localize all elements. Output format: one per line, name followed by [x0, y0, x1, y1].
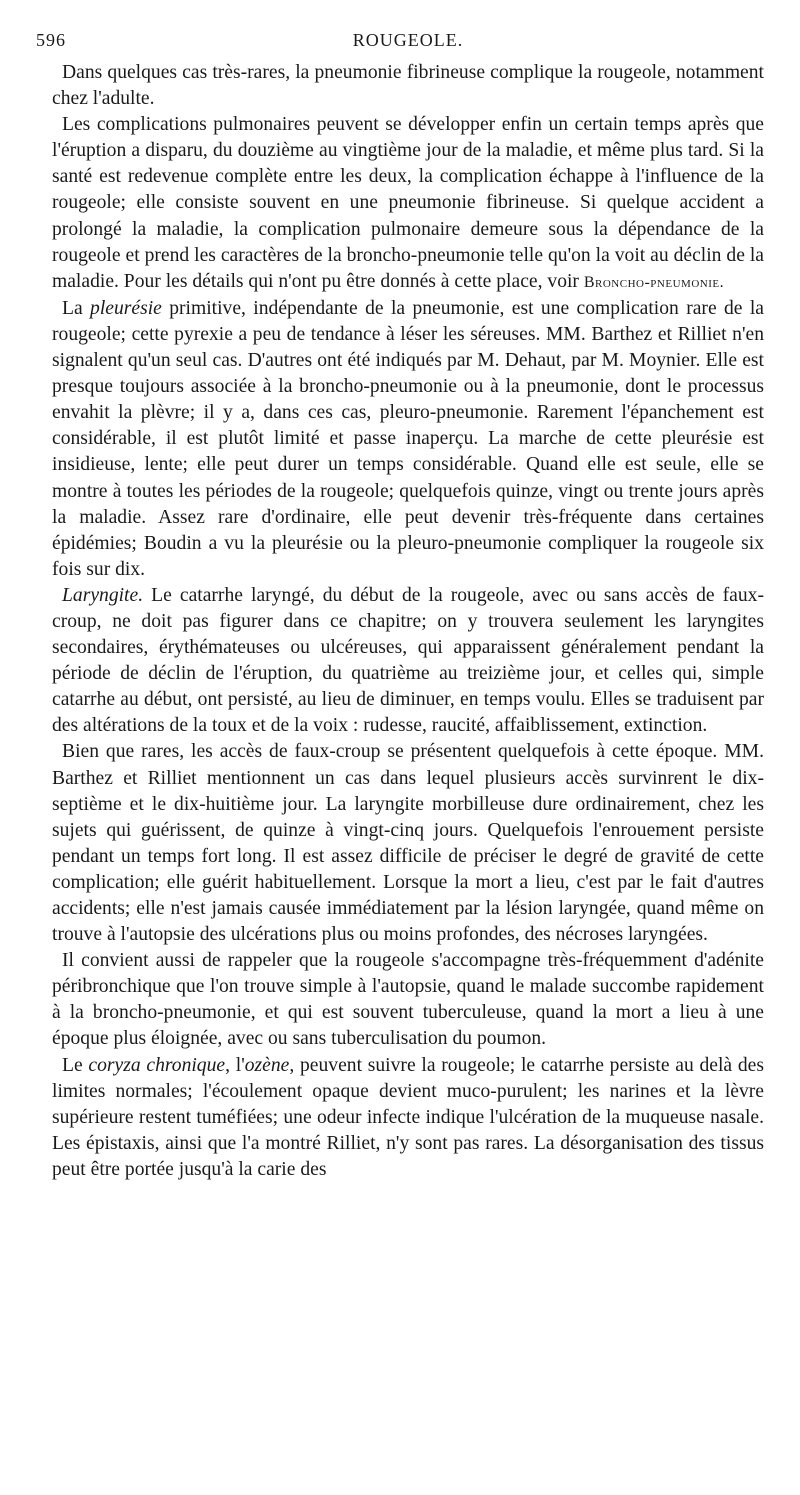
italic-term: Laryngite. — [62, 584, 144, 606]
paragraph-text: Dans quelques cas très-rares, la pneumonie fibrineuse complique la rougeole, notamment chez l'adulte. — [52, 62, 764, 110]
paragraph-complications-tardives — [52, 112, 764, 296]
page-number: 596 — [36, 30, 66, 50]
paragraph-text: Le — [62, 1054, 89, 1076]
body-text — [52, 60, 764, 1183]
paragraph-text: primitive, indépendante de la pneumonie, est une complication rare de la rougeole; cette pyrexie a peu de tendance à léser les séreuses. MM. Barthez et Rilliet n'en signalent qu'un seul cas. D'autres ont été indiqués par M. Dehaut, par M. Moynier. Elle est presque toujours associée à la broncho-pneumonie ou à la pneumonie, dont le processus envahit la plèvre; il y a, dans ces cas, pleuro-pneumonie. Rarement l'épanchement est considérable, il est plutôt limité et passe inaperçu. La marche de cette pleurésie est insidieuse, lente; elle peut durer un temps considérable. Quand elle est seule, elle se montre à toutes les périodes de la rougeole; quelquefois quinze, vingt ou trente jours après la maladie. Assez rare d'ordinaire, elle peut devenir très-fréquente dans certaines épidémies; Boudin a vu la pleurésie ou la pleuro-pneumonie compliquer la rougeole six fois sur dix. — [52, 297, 764, 580]
paragraph-text: , l' — [225, 1054, 245, 1076]
paragraph-text: Il convient aussi de rappeler que la rougeole s'accompagne très-fréquemment d'adénite péribronchique que l'on trouve simple à l'autopsie, quand le malade succombe rapidement à la broncho-pneumonie, et qui est souvent tuberculeuse, quand la mort a lieu à une époque plus éloignée, avec ou sans tuberculisation du poumon. — [52, 950, 764, 1050]
paragraph-pleuresie — [52, 296, 764, 583]
page-header — [36, 30, 764, 60]
book-page — [36, 30, 764, 1183]
paragraph-coryza — [52, 1053, 764, 1183]
paragraph-text: , peuvent suivre la rougeole; le catarrhe persiste au delà des limites normales; l'écoulement opaque devient muco-purulent; les narines et la lèvre supérieure restent tuméfiées; une odeur infecte indique l'ulcération de la muqueuse nasale. Les épistaxis, ainsi que l'a montré Rilliet, n'y sont pas rares. La désorganisation des tissus peut être portée jusqu'à la carie des — [52, 1054, 764, 1180]
paragraph-text: La — [62, 297, 91, 319]
paragraph-text: Bien que rares, les accès de faux-croup se présentent quelquefois à cette époque. MM. Barthez et Rilliet mentionnent un cas dans lequel plusieurs accès survinrent le dix-septième et le dix-huitième jour. La laryngite morbilleuse dure ordinairement, chez les sujets qui guérissent, de quinze à vingt-cinq jours. Quelquefois l'enrouement persiste pendant un temps fort long. Il est assez difficile de préciser le degré de gravité de cette complication; elle guérit habituellement. Lorsque la mort a lieu, c'est par le fait d'autres accidents; elle n'est jamais causée immédiatement par la lésion laryngée, quand même on trouve à l'autopsie des ulcérations plus ou moins profondes, des nécroses laryngées. — [52, 741, 764, 946]
paragraph-text: Les complications pulmonaires peuvent se développer enfin un certain temps après que l'éruption a disparu, du douzième au vingtième jour de la maladie, et même plus tard. Si la santé est redevenue complète entre les deux, la complication échappe à l'influence de la rougeole; elle consiste souvent en une pneumonie fibrineuse. Si quelque accident a prolongé la maladie, la complication pulmonaire demeure sous la dépendance de la rougeole et prend les caractères de la broncho-pneumonie telle qu'on la voit au déclin de la maladie. Pour les détails qui n'ont pu être donnés à cette place, voir — [52, 114, 764, 292]
italic-term: ozène — [244, 1054, 290, 1076]
cross-reference: Broncho-pneumonie. — [583, 273, 725, 291]
paragraph-adenite — [52, 948, 764, 1052]
paragraph-pneumonie-fibrineuse — [52, 60, 764, 112]
paragraph-text: Le catarrhe laryngé, du début de la rougeole, avec ou sans accès de faux-croup, ne doit pas figurer dans ce chapitre; on y trouvera seulement les laryngites secondaires, érythémateuses ou ulcéreuses, qui apparaissent généralement pendant la période de déclin de l'éruption, du quatrième au treizième jour, et celles qui, simple catarrhe au début, ont persisté, au lieu de diminuer, en temps voulu. Elles se traduisent par des altérations de la toux et de la voix : rudesse, raucité, affaiblissement, extinction. — [52, 584, 764, 737]
paragraph-laryngite — [52, 583, 764, 740]
italic-term: coryza chronique — [88, 1054, 226, 1076]
italic-term: pleurésie — [90, 297, 162, 319]
running-title: ROUGEOLE. — [352, 30, 464, 50]
paragraph-faux-croup — [52, 739, 764, 948]
